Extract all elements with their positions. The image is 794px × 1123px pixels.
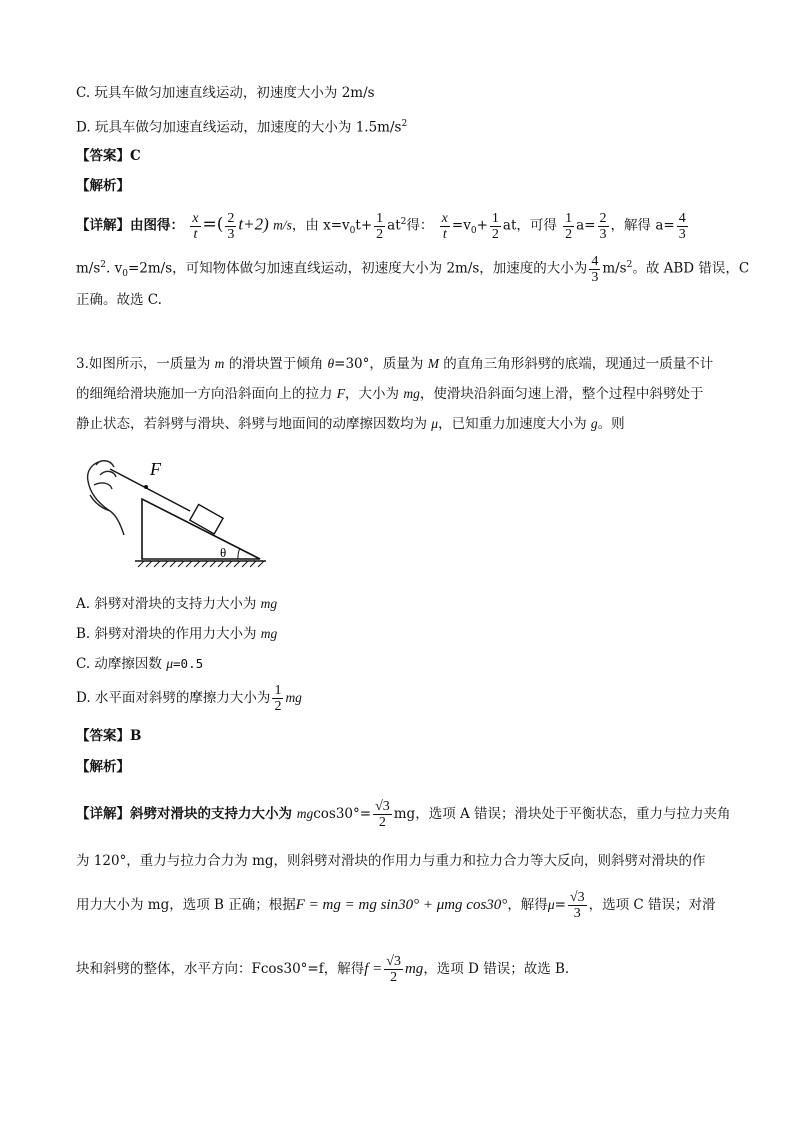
var-mg: mg	[403, 386, 420, 401]
text: =0.5	[173, 656, 204, 671]
fraction-4-3-b: $\frac{4}{3}$	[591, 253, 599, 285]
option-b	[76, 624, 277, 644]
eq-part: ，解得 a=	[610, 217, 675, 234]
answer-2: 【答案】B	[76, 728, 142, 744]
var-F: F	[336, 386, 346, 401]
detail-2-line-4	[76, 944, 569, 994]
var-mg: mg	[404, 961, 424, 977]
option-a	[76, 594, 277, 614]
text: ，选项 D 错误；故选 B.	[423, 961, 570, 977]
text: 3.如图所示，一质量为	[76, 356, 215, 372]
eq-part: a=	[576, 217, 596, 234]
subscript: 0	[122, 269, 128, 280]
var-theta: θ	[327, 356, 335, 371]
text: 【详解】斜劈对滑块的支持力大小为	[76, 806, 297, 822]
text: 的细绳给滑块施加一方向沿斜面向上的拉力	[76, 386, 337, 402]
text: D. 水平面对斜劈的摩擦力大小为	[76, 690, 271, 706]
eq-part: +	[476, 217, 488, 234]
analysis-2: 【解析】	[76, 759, 130, 775]
text: ，选项 C 错误；对滑	[588, 897, 716, 913]
var-M: M	[427, 356, 439, 371]
var-mg: mg	[285, 690, 302, 705]
eq-part: =(	[202, 214, 224, 235]
analysis-1: 【解析】	[76, 178, 130, 194]
eq-part: =v	[451, 217, 471, 234]
var-mg: mg	[260, 596, 278, 611]
text: 静止状态，若斜劈与滑块、斜劈与地面间的动摩擦因数均为	[76, 416, 432, 432]
text: C. 动摩擦因数	[76, 656, 167, 672]
text: 的直角三角形斜劈的底端，现通过一质量不计	[438, 356, 714, 372]
subscript: 0	[470, 226, 477, 237]
slider-block	[190, 504, 223, 533]
fraction-x-over-t-2: $\frac{x}{t}$	[441, 210, 448, 242]
superscript: 2	[100, 260, 107, 270]
var-mu: μ	[431, 416, 439, 431]
text: mg，选项 A 错误；滑块处于平衡状态，重力与拉力夹角	[393, 806, 731, 822]
superscript: 2	[400, 217, 407, 227]
rope-point	[144, 485, 148, 489]
incline-figure	[80, 455, 270, 575]
var-mu: μ	[547, 897, 555, 912]
angle-arc	[238, 548, 240, 559]
fraction-1-2-b: $\frac{1}{2}$	[491, 210, 499, 242]
text: . v	[106, 260, 123, 277]
answer-1: 【答案】C	[76, 148, 141, 164]
text: =2m/s，可知物体做匀加速直线运动，初速度大小为 2m/s，加速度的大小为	[127, 260, 588, 277]
text: 块和斜劈的整体，水平方向：Fcos30°=f，解得	[76, 961, 365, 977]
option-d-prev-text: D. 玩具车做匀加速直线运动，加速度的大小为 1.5m/s	[76, 119, 402, 136]
question-3-line-1	[76, 354, 713, 374]
detail-2-line-3	[76, 880, 716, 930]
force-label: F	[150, 459, 161, 479]
text: 。故 ABD 错误，C	[632, 260, 750, 277]
option-c-prev: C. 玩具车做匀加速直线运动，初速度大小为 2m/s	[76, 85, 375, 101]
eq-part: t+2)	[238, 214, 269, 234]
detail-2-line-2: 为 120°，重力与拉力合力为 mg，则斜劈对滑块的作用力与重力和拉力合力等大反向，则斜劈对滑块的作	[76, 853, 706, 869]
option-d-prev	[76, 114, 407, 138]
ground-hatch	[138, 561, 264, 567]
text: 。则	[597, 416, 625, 432]
question-3-line-2	[76, 384, 703, 404]
eq-part: at	[387, 217, 401, 234]
var-mg: mg	[296, 806, 314, 821]
option-d	[76, 680, 302, 716]
eq-part: t+	[355, 217, 373, 234]
var-f: f =	[364, 961, 383, 977]
equation: F = mg = mg sin30° + μmg cos30°	[295, 897, 508, 913]
fraction-1-2-d: $\frac{1}{2}$	[274, 683, 282, 714]
detail-lead: 【详解】由图得：	[76, 217, 184, 234]
text: m/s	[602, 260, 627, 277]
text: ，解得	[507, 897, 548, 913]
fraction-x-over-t: $\frac{x}{t}$	[192, 210, 199, 242]
superscript: 2	[401, 119, 408, 129]
fraction-2-3: $\frac{2}{3}$	[227, 210, 235, 242]
theta-label: θ	[220, 545, 227, 560]
eq-part: at，可得	[502, 217, 557, 234]
fraction-1-2-c: $\frac{1}{2}$	[565, 210, 573, 242]
text: ，大小为	[345, 386, 404, 402]
text: ，已知重力加速度大小为	[438, 416, 591, 432]
text: 的滑块置于倾角	[224, 356, 328, 372]
detail-1-line-1	[76, 202, 690, 251]
option-c	[76, 654, 203, 674]
detail-1-line-3: 正确。故选 C.	[76, 292, 162, 308]
detail-1-line-2	[76, 247, 749, 292]
superscript: 2	[626, 260, 633, 270]
text: ，使滑块沿斜面匀速上滑，整个过程中斜劈处于	[419, 386, 704, 402]
unit: m/s	[273, 217, 292, 233]
fraction-sqrt3-2-b: $\frac{√3}{2}$	[386, 954, 401, 985]
detail-2-line-1	[76, 794, 731, 834]
fraction-sqrt3-3: $\frac{√3}{3}$	[569, 890, 585, 921]
question-3-line-3	[76, 414, 625, 434]
fraction-4-3: $\frac{4}{3}$	[678, 210, 686, 242]
hand-drawing	[88, 461, 124, 535]
fraction-1-2: $\frac{1}{2}$	[376, 210, 384, 242]
text: B. 斜劈对滑块的作用力大小为	[76, 626, 261, 642]
text: cos30°=	[313, 806, 372, 822]
subscript: 0	[349, 226, 356, 237]
var-m: m	[214, 356, 225, 371]
text: A. 斜劈对滑块的支持力大小为	[76, 596, 261, 612]
text: =	[554, 897, 566, 913]
text: m/s	[76, 260, 101, 277]
var-g: g	[590, 416, 598, 431]
eq-part: 得：	[406, 217, 434, 234]
text: =30°，质量为	[334, 356, 428, 372]
fraction-2-3-b: $\frac{2}{3}$	[599, 210, 607, 242]
text: 用力大小为 mg，选项 B 正确；根据	[76, 897, 296, 913]
var-mu: μ	[166, 656, 174, 671]
eq-part: ，由 x=v	[291, 217, 350, 234]
fraction-sqrt3-2: $\frac{√3}{2}$	[375, 799, 390, 830]
var-mg: mg	[260, 626, 278, 641]
